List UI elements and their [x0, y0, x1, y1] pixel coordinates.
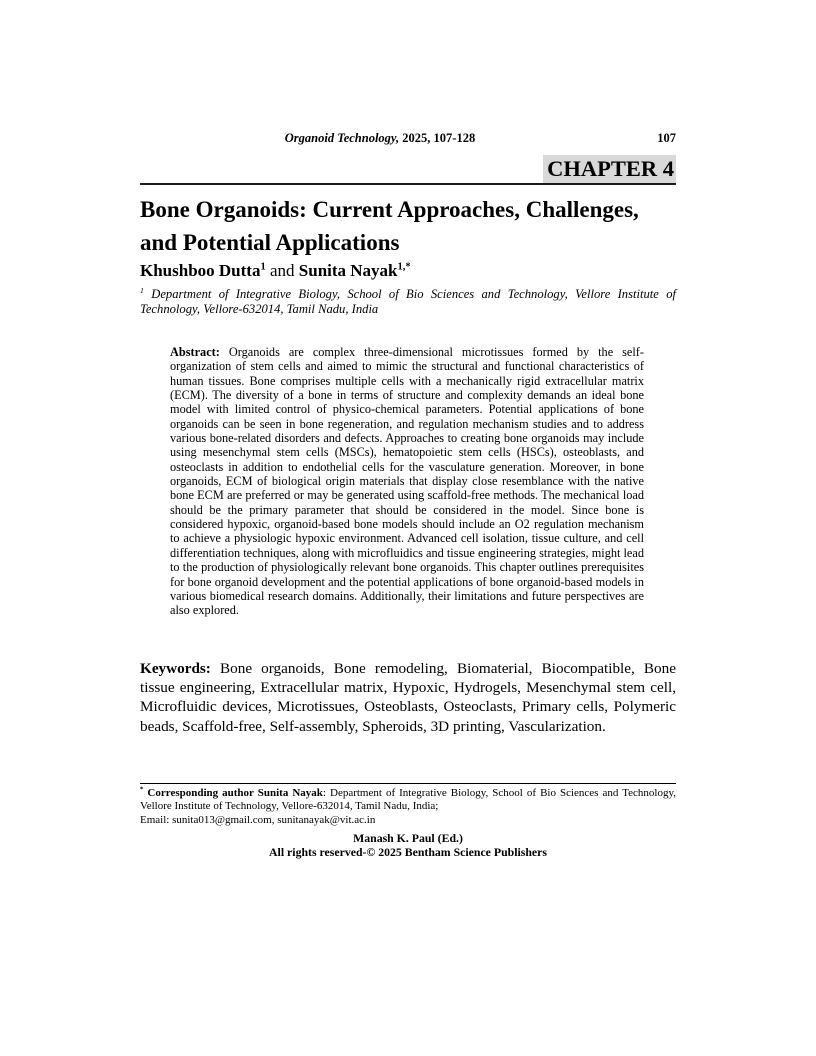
- chapter-title-line2: and Potential Applications: [140, 230, 400, 255]
- publisher-imprint: [140, 832, 676, 859]
- corresponding-author-footnote: [140, 783, 676, 827]
- authors-connector: and: [265, 261, 299, 280]
- affiliation: [140, 287, 676, 317]
- chapter-title: [140, 193, 676, 259]
- authors-line: [140, 261, 676, 281]
- copyright-line: All rights reserved-© 2025 Bentham Science Publishers: [269, 844, 547, 859]
- footnote-author-label: Corresponding author Sunita Nayak: [143, 787, 323, 799]
- running-head: [140, 130, 676, 146]
- chapter-title-line1: Bone Organoids: Current Approaches, Challenges,: [140, 197, 639, 222]
- chapter-badge: CHAPTER 4: [543, 155, 676, 183]
- abstract-text: Organoids are complex three-dimensional microtissues formed by the self-organization of stem cells and aimed to mimic the structural and functional characteristics of human tissues. Bone comprises multiple cells with a mechanically rigid extracellular matrix (ECM). The diversity of a bone in terms of structure and complexity demands an ideal bone model with limited control of physico-chemical parameters. Potential applications of bone organoids can be seen in bone regeneration, and regulation mechanism studies and to address various bone-related disorders and defects. Approaches to creating bone organoids may include using mesenchymal stem cells (MSCs), hematopoietic stem cells (HSCs), osteoblasts, and osteoclasts in addition to endothelial cells for the vasculature generation. Moreover, in bone organoids, ECM of biological origin materials that display close resemblance with the native bone ECM are preferred or may be generated using scaffold-free methods. The mechanical load should be the primary parameter that should be considered in the model. Since bone is considered hypoxic, organoid-based bone models should include an O2 regulation mechanism to achieve a physiologic hypoxic environment. Advanced cell isolation, tissue culture, and cell differentiation techniques, along with microfluidics and tissue engineering strategies, might lead to the production of physiologically relevant bone organoids. This chapter outlines prerequisites for bone organoid development and the potential applications of bone organoid-based models in various biomedical research domains. Additionally, their limitations and future perspectives are also explored.: [170, 345, 644, 618]
- footnote-text: [140, 787, 676, 814]
- chapter-header-rule: [140, 155, 676, 185]
- footnote-marker: *: [140, 786, 144, 794]
- footnote-address: : Department of Integrative Biology, School of Bio Sciences and Technology, Vellore Institute of Technology, Vellore-632014, Tamil Nadu, India;: [140, 787, 677, 813]
- footnote-email-line: Email: sunita013@gmail.com, sunitanayak@vit.ac.in: [140, 813, 376, 826]
- editor-line: Manash K. Paul (Ed.): [353, 831, 463, 845]
- author-name-1: Khushboo Dutta: [140, 261, 261, 280]
- affiliation-text: Department of Integrative Biology, School of Bio Sciences and Technology, Vellore Institute of Technology, Vellore-632014, Tamil Nadu, India: [140, 287, 676, 316]
- author-name-2: Sunita Nayak: [298, 261, 398, 280]
- keywords-text: Bone organoids, Bone remodeling, Biomaterial, Biocompatible, Bone tissue engineering, Extracellular matrix, Hypoxic, Hydrogels, Mesenchymal stem cell, Microfluidic devices, Microtissues, Osteoblasts, Osteoclasts, Primary cells, Polymeric beads, Scaffold-free, Self-assembly, Spheroids, 3D printing, Vascularization.: [140, 660, 676, 735]
- abstract-label: Abstract:: [170, 345, 220, 359]
- author-1-affiliation-marker: 1: [260, 261, 266, 273]
- abstract-paragraph: [170, 345, 644, 618]
- keywords-label: Keywords:: [140, 660, 211, 677]
- citation-detail: 2025, 107-128: [399, 131, 476, 145]
- journal-citation: [140, 130, 676, 146]
- journal-name: Organoid Technology,: [284, 131, 400, 145]
- author-2-affiliation-marker: 1,*: [397, 261, 411, 273]
- affiliation-marker: 1: [140, 285, 144, 295]
- page-number: 107: [657, 131, 676, 145]
- keywords-paragraph: [140, 659, 676, 736]
